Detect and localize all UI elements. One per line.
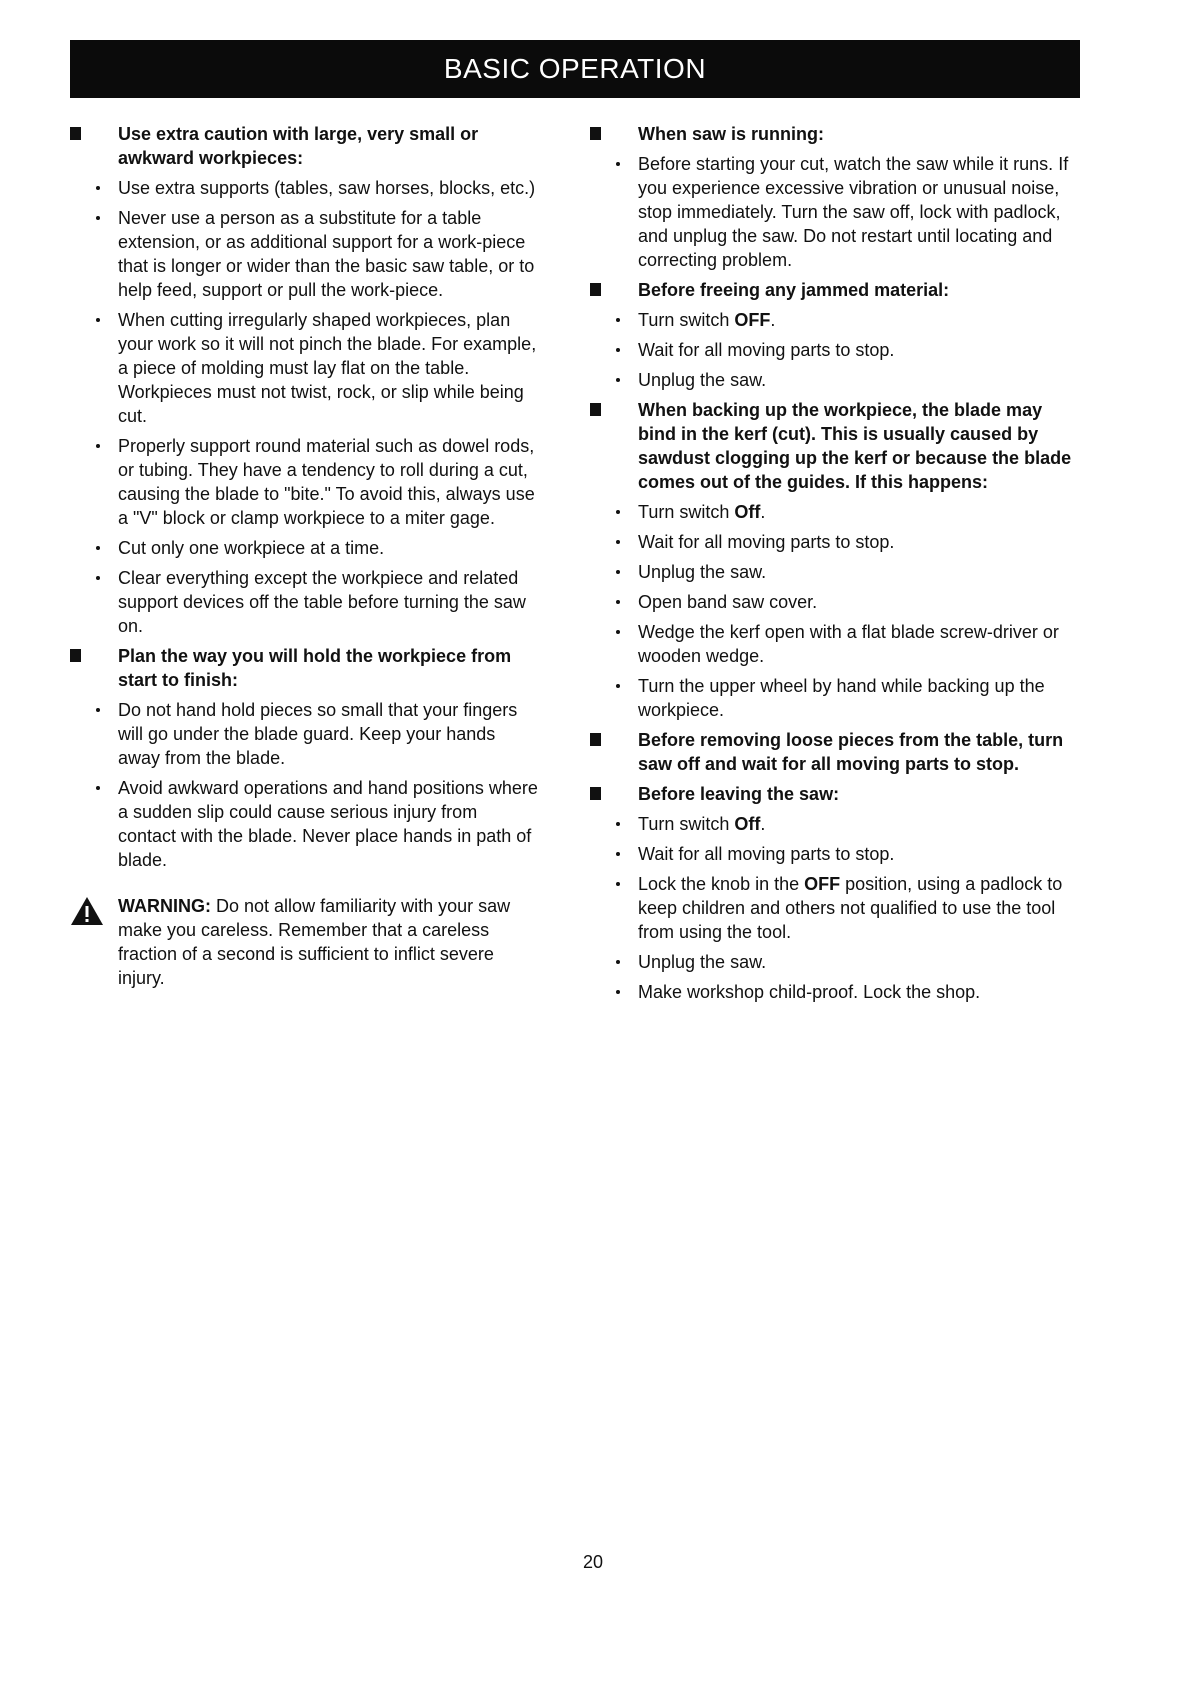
section-heading: Use extra caution with large, very small or awkward workpieces:: [70, 122, 540, 170]
dot-bullet-icon: [96, 786, 100, 790]
section-plan-hold: [70, 644, 540, 872]
dot-bullet-icon: [616, 822, 620, 826]
section-heading: Before leaving the saw:: [590, 782, 1080, 806]
list-item: Never use a person as a substitute for a table extension, or as additional support for a work-piece that is longer or wider than the basic saw table, or to help feed, support or pull the work-piece.: [70, 206, 540, 302]
dot-bullet-icon: [616, 630, 620, 634]
bullet-list: [590, 308, 1080, 392]
section-heading: When saw is running:: [590, 122, 1080, 146]
dot-bullet-icon: [96, 576, 100, 580]
page-title: BASIC OPERATION: [443, 53, 707, 84]
list-item: Do not hand hold pieces so small that your fingers will go under the blade guard. Keep your hands away from the blade.: [70, 698, 540, 770]
list-item: Wait for all moving parts to stop.: [590, 842, 1080, 866]
dot-bullet-icon: [616, 510, 620, 514]
list-item: Wait for all moving parts to stop.: [590, 530, 1080, 554]
dot-bullet-icon: [616, 540, 620, 544]
square-bullet-icon: [590, 127, 601, 140]
dot-bullet-icon: [616, 378, 620, 382]
section-heading: Plan the way you will hold the workpiece from start to finish:: [70, 644, 540, 692]
section-extra-caution: [70, 122, 540, 638]
bullet-list: [590, 812, 1080, 1004]
page-number: 20: [582, 1552, 604, 1572]
square-bullet-icon: [590, 787, 601, 800]
section-removing-pieces: [590, 728, 1080, 776]
dot-bullet-icon: [96, 708, 100, 712]
square-bullet-icon: [70, 127, 81, 140]
square-bullet-icon: [70, 649, 81, 662]
section-header: [70, 40, 1080, 98]
bullet-list: [590, 152, 1080, 272]
section-heading: Before freeing any jammed material:: [590, 278, 1080, 302]
list-item: Turn switch Off.: [590, 500, 1080, 524]
warning-triangle-icon: [70, 896, 104, 926]
list-item: Unplug the saw.: [590, 368, 1080, 392]
dot-bullet-icon: [616, 162, 620, 166]
list-item: When cutting irregularly shaped workpieces, plan your work so it will not pinch the blade. For example, a piece of molding must lay flat on the table. Workpieces must not twist, rock, or slip while being cut.: [70, 308, 540, 428]
warning-text: Do not allow familiarity with your saw make you careless. Remember that a careless fraction of a second is sufficient to inflict severe injury.: [118, 896, 511, 988]
dot-bullet-icon: [616, 684, 620, 688]
list-item: Turn switch OFF.: [590, 308, 1080, 332]
dot-bullet-icon: [616, 348, 620, 352]
section-backing-up: [590, 398, 1080, 722]
dot-bullet-icon: [96, 216, 100, 220]
bullet-list: [590, 500, 1080, 722]
square-bullet-icon: [590, 403, 601, 416]
dot-bullet-icon: [616, 960, 620, 964]
list-item: Unplug the saw.: [590, 560, 1080, 584]
warning-note: [70, 894, 540, 990]
dot-bullet-icon: [616, 600, 620, 604]
dot-bullet-icon: [616, 852, 620, 856]
section-heading: Before removing loose pieces from the table, turn saw off and wait for all moving parts to stop.: [590, 728, 1080, 776]
list-item: Turn switch Off.: [590, 812, 1080, 836]
left-column: [70, 122, 540, 990]
list-item: Turn the upper wheel by hand while backing up the workpiece.: [590, 674, 1080, 722]
list-item: Make workshop child-proof. Lock the shop.: [590, 980, 1080, 1004]
bullet-list: [70, 698, 540, 872]
dot-bullet-icon: [96, 444, 100, 448]
list-item: Avoid awkward operations and hand positions where a sudden slip could cause serious injury from contact with the blade. Never place hands in path of blade.: [70, 776, 540, 872]
dot-bullet-icon: [616, 318, 620, 322]
list-item: Lock the knob in the OFF position, using a padlock to keep children and others not qualified to use the tool from using the tool.: [590, 872, 1080, 944]
square-bullet-icon: [590, 733, 601, 746]
bullet-list: [70, 176, 540, 638]
list-item: Use extra supports (tables, saw horses, blocks, etc.): [70, 176, 540, 200]
list-item: Before starting your cut, watch the saw while it runs. If you experience excessive vibration or unusual noise, stop immediately. Turn the saw off, lock with padlock, and unplug the saw. Do not restart until locating and correcting problem.: [590, 152, 1080, 272]
dot-bullet-icon: [616, 990, 620, 994]
right-column: [590, 122, 1080, 1010]
dot-bullet-icon: [96, 186, 100, 190]
dot-bullet-icon: [96, 318, 100, 322]
list-item: Open band saw cover.: [590, 590, 1080, 614]
warning-label: WARNING:: [118, 896, 211, 916]
dot-bullet-icon: [616, 570, 620, 574]
section-leaving-saw: [590, 782, 1080, 1004]
list-item: Wedge the kerf open with a flat blade screw-driver or wooden wedge.: [590, 620, 1080, 668]
list-item: Properly support round material such as dowel rods, or tubing. They have a tendency to roll during a cut, causing the blade to "bite." To avoid this, always use a "V" block or clamp workpiece to a miter gage.: [70, 434, 540, 530]
dot-bullet-icon: [616, 882, 620, 886]
list-item: Unplug the saw.: [590, 950, 1080, 974]
list-item: Cut only one workpiece at a time.: [70, 536, 540, 560]
list-item: Wait for all moving parts to stop.: [590, 338, 1080, 362]
list-item: Clear everything except the workpiece and related support devices off the table before turning the saw on.: [70, 566, 540, 638]
square-bullet-icon: [590, 283, 601, 296]
section-jammed-material: [590, 278, 1080, 392]
dot-bullet-icon: [96, 546, 100, 550]
section-heading: When backing up the workpiece, the blade may bind in the kerf (cut). This is usually caused by sawdust clogging up the kerf or because the blade comes out of the guides. If this happens:: [590, 398, 1080, 494]
section-saw-running: [590, 122, 1080, 272]
